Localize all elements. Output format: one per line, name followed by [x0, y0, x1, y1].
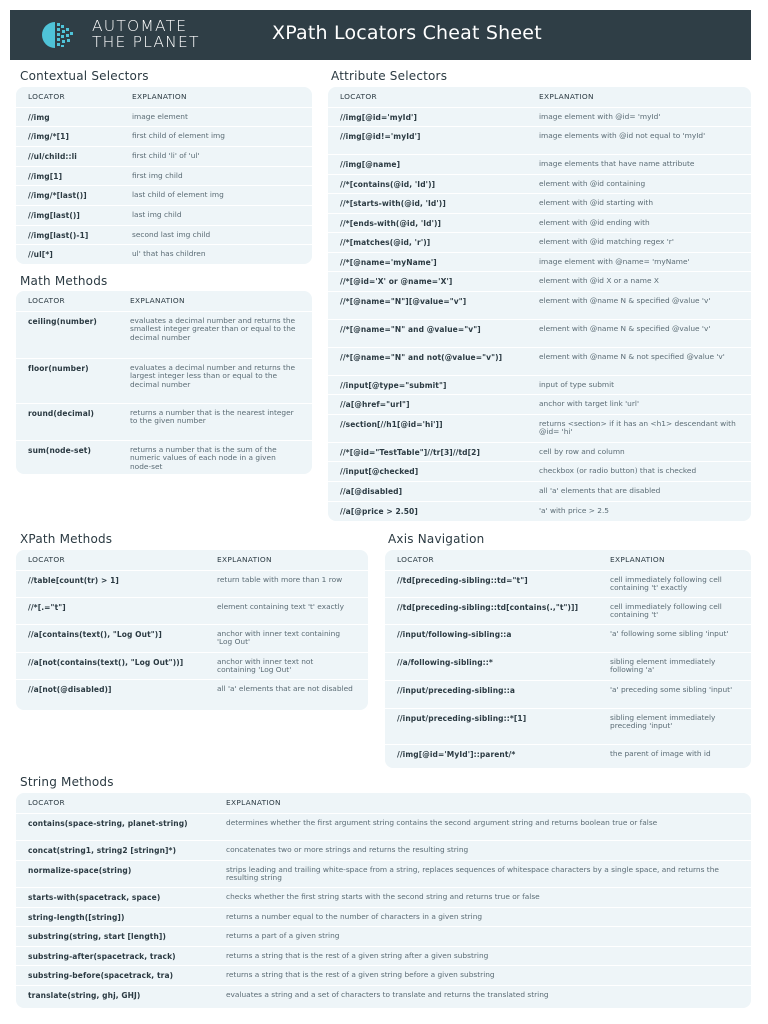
- locator-cell: //ul/child::li: [28, 152, 77, 161]
- explanation-cell: element containing text 't' exactly: [217, 602, 344, 611]
- table-row: [16, 624, 368, 652]
- locator-cell: //img/*[last()]: [28, 191, 87, 200]
- table-row: [16, 652, 368, 679]
- locator-cell: floor(number): [28, 364, 89, 373]
- explanation-cell: returns a number that is the sum of the numeric values of each node in a given node-set: [130, 445, 277, 471]
- table-row: [385, 597, 751, 624]
- explanation-cell: evaluates a decimal number and returns the largest integer less than or equal to the decimal number: [130, 363, 296, 389]
- explanation-cell: returns a string that is the rest of a given string after a given substring: [226, 951, 489, 960]
- locator-cell: //*[@name="N" and not(@value="v")]: [340, 353, 503, 362]
- table-row: [328, 291, 751, 319]
- column-header-locator: LOCATOR: [28, 555, 65, 564]
- table-row: [385, 708, 751, 744]
- locator-cell: //a[@disabled]: [340, 487, 403, 496]
- axis-navigation-table: [385, 550, 751, 768]
- locator-cell: substring-before(spacetrack, tra): [28, 971, 174, 980]
- locator-cell: //input/preceding-sibling::a: [397, 686, 515, 695]
- locator-cell: //td[preceding-sibling::td="t"]: [397, 576, 528, 585]
- locator-cell: //*[contains(@id, 'Id')]: [340, 180, 436, 189]
- table-row: [328, 347, 751, 375]
- explanation-cell: image elements that have name attribute: [539, 159, 695, 168]
- locator-cell: //img/*[1]: [28, 132, 69, 141]
- locator-cell: //a[contains(text(), "Log Out")]: [28, 630, 162, 639]
- locator-cell: //img[@name]: [340, 160, 401, 169]
- explanation-cell: element with @name N & not specified @value 'v': [539, 352, 725, 361]
- explanation-cell: ul' that has children: [132, 249, 206, 258]
- table-header: [16, 550, 368, 569]
- explanation-cell: all 'a' elements that are not disabled: [217, 684, 353, 693]
- contextual-selectors-title: Contextual Selectors: [20, 69, 149, 83]
- column-header-locator: LOCATOR: [28, 296, 65, 305]
- table-row: [16, 965, 751, 985]
- locator-cell: normalize-space(string): [28, 866, 132, 875]
- explanation-cell: 'a' following some sibling 'input': [610, 629, 729, 638]
- table-row: [385, 680, 751, 708]
- column-header-explanation: EXPLANATION: [130, 296, 185, 305]
- locator-cell: //*[@id="TestTable"]//tr[3]//td[2]: [340, 448, 481, 457]
- explanation-cell: determines whether the first argument string contains the second argument string and returns boolean true or false: [226, 818, 658, 827]
- explanation-cell: returns a number equal to the number of characters in a given string: [226, 912, 483, 921]
- column-header-explanation: EXPLANATION: [610, 555, 665, 564]
- explanation-cell: first child of element img: [132, 131, 225, 140]
- table-row: [16, 597, 368, 624]
- table-row: [328, 154, 751, 174]
- table-header: [385, 550, 751, 569]
- table-row: [328, 501, 751, 521]
- table-row: [16, 311, 312, 358]
- explanation-cell: last img child: [132, 210, 182, 219]
- locator-cell: substring-after(spacetrack, track): [28, 952, 176, 961]
- explanation-cell: strips leading and trailing white-space from a string, replaces sequences of whitespace characters by a single space, and returns the resulting string: [226, 865, 719, 883]
- locator-cell: //a[@href="url"]: [340, 400, 410, 409]
- automate-the-planet-logo-icon: [40, 20, 80, 50]
- page-title: XPath Locators Cheat Sheet: [272, 22, 542, 44]
- table-row: [16, 679, 368, 710]
- explanation-cell: element with @name N & specified @value 'v': [539, 324, 711, 333]
- locator-cell: sum(node-set): [28, 446, 91, 455]
- table-row: [328, 442, 751, 461]
- locator-cell: //*[@name='myName']: [340, 258, 437, 267]
- locator-cell: //*[.="t"]: [28, 603, 66, 612]
- xpath-methods-table: [16, 550, 368, 710]
- explanation-cell: checkbox (or radio button) that is checked: [539, 466, 697, 475]
- column-header-locator: LOCATOR: [397, 555, 434, 564]
- table-row: [16, 860, 751, 887]
- table-row: [328, 126, 751, 154]
- locator-cell: translate(string, ghj, GHJ): [28, 991, 141, 1000]
- table-row: [16, 403, 312, 440]
- locator-cell: //input[@checked]: [340, 467, 419, 476]
- table-row: [16, 840, 751, 860]
- table-row: [16, 166, 312, 185]
- locator-cell: //img[@id='MyId']::parent/*: [397, 750, 516, 759]
- logo-line-2: THE PLANET: [92, 33, 200, 51]
- locator-cell: //*[matches(@id, 'r')]: [340, 238, 431, 247]
- table-row: [328, 107, 751, 126]
- explanation-cell: first img child: [132, 171, 183, 180]
- locator-cell: //ul[*]: [28, 250, 53, 259]
- explanation-cell: image element with @name= 'myName': [539, 257, 690, 266]
- locator-cell: starts-with(spacetrack, space): [28, 893, 161, 902]
- table-row: [16, 813, 751, 840]
- explanation-cell: anchor with inner text not containing 'Log Out': [217, 657, 314, 675]
- explanation-cell: sibling element immediately preceding 'input': [610, 713, 716, 731]
- column-header-explanation: EXPLANATION: [217, 555, 272, 564]
- explanation-cell: sibling element immediately following 'a': [610, 657, 716, 675]
- column-header-explanation: EXPLANATION: [539, 92, 594, 101]
- math-methods-table: [16, 291, 312, 474]
- table-row: [385, 570, 751, 597]
- table-row: [385, 624, 751, 652]
- table-row: [385, 652, 751, 680]
- locator-cell: //a/following-sibling::*: [397, 658, 493, 667]
- table-row: [16, 440, 312, 474]
- table-header: [16, 291, 312, 310]
- locator-cell: //img[1]: [28, 172, 63, 181]
- locator-cell: //*[starts-with(@id, 'Id')]: [340, 199, 446, 208]
- table-row: [16, 926, 751, 946]
- locator-cell: string-length([string]): [28, 913, 125, 922]
- explanation-cell: element with @id containing: [539, 179, 646, 188]
- math-methods-title: Math Methods: [20, 274, 108, 288]
- locator-cell: //a[not(contains(text(), "Log Out"))]: [28, 658, 184, 667]
- column-header-locator: LOCATOR: [340, 92, 377, 101]
- table-row: [16, 985, 751, 1008]
- table-row: [328, 174, 751, 193]
- table-row: [16, 907, 751, 926]
- table-row: [16, 205, 312, 225]
- locator-cell: //*[@id='X' or @name='X']: [340, 277, 453, 286]
- table-row: [16, 358, 312, 403]
- xpath-methods-title: XPath Methods: [20, 532, 113, 546]
- locator-cell: contains(space-string, planet-string): [28, 819, 188, 828]
- table-row: [16, 225, 312, 244]
- explanation-cell: evaluates a decimal number and returns the smallest integer greater than or equal to the decimal number: [130, 316, 296, 342]
- explanation-cell: anchor with target link 'url': [539, 399, 639, 408]
- locator-cell: //img[@id='myId']: [340, 113, 417, 122]
- explanation-cell: image element: [132, 112, 188, 121]
- locator-cell: //input/following-sibling::a: [397, 630, 512, 639]
- explanation-cell: returns a part of a given string: [226, 931, 340, 940]
- locator-cell: //td[preceding-sibling::td[contains(.,"t")]]: [397, 603, 579, 612]
- table-row: [16, 126, 312, 146]
- table-row: [328, 394, 751, 414]
- explanation-cell: cell by row and column: [539, 447, 625, 456]
- table-row: [328, 375, 751, 394]
- explanation-cell: element with @name N & specified @value 'v': [539, 296, 711, 305]
- locator-cell: //*[@name="N"][@value="v"]: [340, 297, 467, 306]
- explanation-cell: cell immediately following cell containing 't': [610, 602, 722, 620]
- explanation-cell: checks whether the first string starts with the second string and returns true or false: [226, 892, 540, 901]
- locator-cell: //input/preceding-sibling::*[1]: [397, 714, 527, 723]
- explanation-cell: returns a string that is the rest of a given string before a given substring: [226, 970, 495, 979]
- table-row: [16, 146, 312, 166]
- table-row: [328, 481, 751, 501]
- explanation-cell: image elements with @id not equal to 'myId': [539, 131, 706, 140]
- explanation-cell: second last img child: [132, 230, 211, 239]
- page-header: [10, 10, 751, 60]
- locator-cell: //input[@type="submit"]: [340, 381, 447, 390]
- attribute-selectors-table: [328, 87, 751, 521]
- locator-cell: //img: [28, 113, 50, 122]
- explanation-cell: element with @id X or a name X: [539, 276, 659, 285]
- locator-cell: //img[last()]: [28, 211, 80, 220]
- explanation-cell: the parent of image with id: [610, 749, 711, 758]
- locator-cell: //section[//h1[@id='hi']]: [340, 420, 443, 429]
- explanation-cell: last child of element img: [132, 190, 224, 199]
- table-row: [16, 887, 751, 907]
- explanation-cell: all 'a' elements that are disabled: [539, 486, 661, 495]
- column-header-locator: LOCATOR: [28, 798, 65, 807]
- table-row: [16, 107, 312, 126]
- contextual-selectors-table: [16, 87, 312, 264]
- table-row: [16, 946, 751, 965]
- table-row: [385, 744, 751, 768]
- column-header-locator: LOCATOR: [28, 92, 65, 101]
- column-header-explanation: EXPLANATION: [226, 798, 281, 807]
- string-methods-title: String Methods: [20, 775, 114, 789]
- string-methods-table: [16, 793, 751, 1008]
- table-header: [328, 87, 751, 106]
- locator-cell: //*[@name="N" and @value="v"]: [340, 325, 481, 334]
- locator-cell: //*[ends-with(@id, 'Id')]: [340, 219, 442, 228]
- locator-cell: //img[@id!='myId']: [340, 132, 421, 141]
- locator-cell: substring(string, start [length]): [28, 932, 166, 941]
- axis-navigation-title: Axis Navigation: [388, 532, 485, 546]
- column-header-explanation: EXPLANATION: [132, 92, 187, 101]
- locator-cell: //table[count(tr) > 1]: [28, 576, 119, 585]
- table-row: [328, 461, 751, 481]
- table-row: [328, 319, 751, 347]
- explanation-cell: returns a number that is the nearest integer to the given number: [130, 408, 294, 426]
- explanation-cell: returns <section> if it has an <h1> descendant with @id= 'hi': [539, 419, 736, 437]
- explanation-cell: evaluates a string and a set of characters to translate and returns the translated string: [226, 990, 549, 999]
- explanation-cell: concatenates two or more strings and returns the resulting string: [226, 845, 469, 854]
- explanation-cell: first child 'li' of 'ul': [132, 151, 200, 160]
- table-row: [328, 252, 751, 271]
- table-row: [328, 193, 751, 213]
- explanation-cell: element with @id ending with: [539, 218, 650, 227]
- explanation-cell: return table with more than 1 row: [217, 575, 343, 584]
- table-row: [328, 271, 751, 291]
- table-row: [16, 185, 312, 205]
- locator-cell: //a[not(@disabled)]: [28, 685, 112, 694]
- table-row: [16, 570, 368, 597]
- table-row: [328, 414, 751, 442]
- explanation-cell: anchor with inner text containing 'Log Out': [217, 629, 341, 647]
- table-row: [16, 244, 312, 259]
- locator-cell: //img[last()-1]: [28, 231, 89, 240]
- explanation-cell: element with @id starting with: [539, 198, 654, 207]
- table-header: [16, 793, 751, 812]
- locator-cell: ceiling(number): [28, 317, 97, 326]
- explanation-cell: element with @id matching regex 'r': [539, 237, 674, 246]
- table-row: [328, 213, 751, 232]
- logo-wordmark: [92, 18, 200, 50]
- explanation-cell: 'a' with price > 2.5: [539, 506, 610, 515]
- explanation-cell: image element with @id= 'myId': [539, 112, 661, 121]
- locator-cell: round(decimal): [28, 409, 95, 418]
- explanation-cell: input of type submit: [539, 380, 615, 389]
- locator-cell: concat(string1, string2 [stringn]*): [28, 846, 177, 855]
- locator-cell: //a[@price > 2.50]: [340, 507, 418, 516]
- explanation-cell: cell immediately following cell containing 't' exactly: [610, 575, 722, 593]
- logo-line-1: AUTOMATE: [92, 17, 188, 35]
- attribute-selectors-title: Attribute Selectors: [331, 69, 448, 83]
- table-row: [328, 232, 751, 252]
- table-header: [16, 87, 312, 106]
- explanation-cell: 'a' preceding some sibling 'input': [610, 685, 733, 694]
